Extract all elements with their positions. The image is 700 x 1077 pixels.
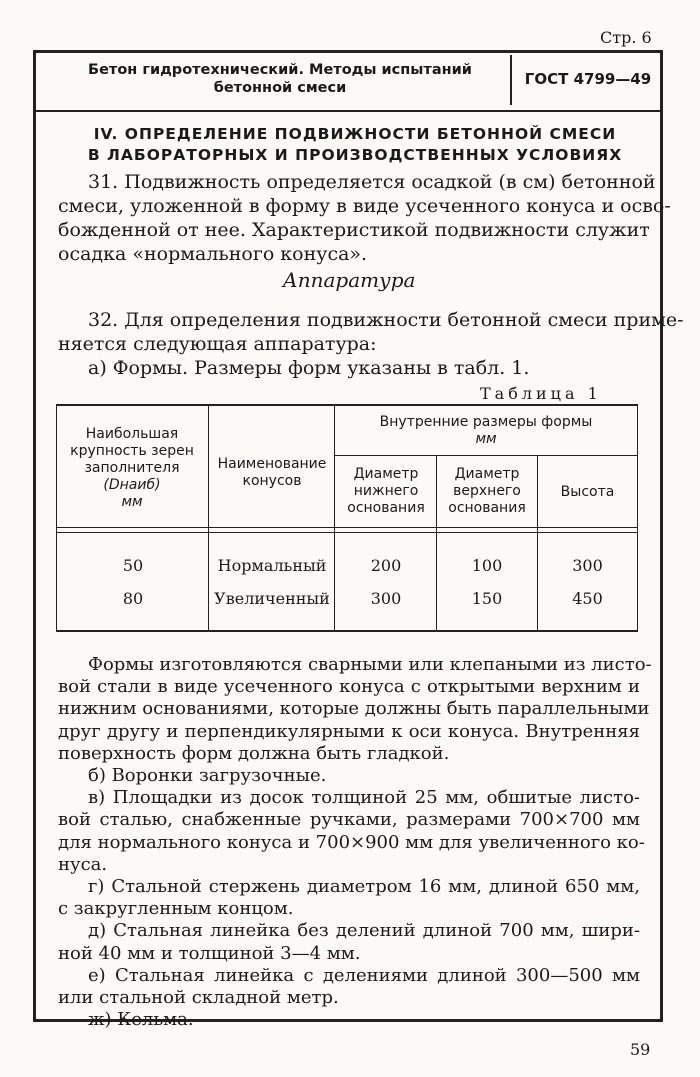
subheader-line: Диаметр [353, 466, 419, 482]
body-line: ной 40 мм и толщиной 3—4 мм. [58, 942, 361, 964]
cell-grain-size: 80 [122, 589, 144, 608]
subheader-lower-diameter [336, 466, 436, 517]
para32-line: няется следующая аппаратура: [58, 333, 377, 355]
para31-line: 31. Подвижность определяется осадкой (в см) бетонной [88, 171, 656, 193]
table-vline [56, 404, 57, 632]
section-title-line2: В ЛАБОРАТОРНЫХ И ПРОИЗВОДСТВЕННЫХ УСЛОВИЯХ [87, 146, 623, 164]
col1-header-line: Наибольшая [85, 426, 179, 442]
cell-upper-diameter: 150 [471, 589, 503, 608]
col1-header-line: мм [121, 494, 143, 510]
table-header-rule [56, 532, 638, 533]
body-line: ж) Кельма. [88, 1009, 194, 1031]
body-line: Формы изготовляются сварными или клепаными из листо- [88, 654, 652, 675]
table-group-rule [334, 455, 638, 456]
cell-height: 450 [572, 589, 603, 608]
cell-cone-name: Нормальный [217, 556, 327, 575]
table-caption: Таблица 1 [480, 384, 602, 403]
body-line: нижним основаниями, которые должны быть параллельными [58, 698, 650, 720]
page-label: Стр. 6 [600, 28, 652, 47]
subheader-line: Высота [560, 484, 615, 500]
subheader-line: верхнего [453, 483, 521, 499]
cell-upper-diameter: 100 [471, 556, 503, 575]
table-vline [208, 404, 209, 632]
group-header-line: мм [475, 431, 497, 447]
body-line: с закругленным концом. [58, 898, 294, 920]
body-line: нуса. [58, 853, 108, 875]
section-title-line1: IV. ОПРЕДЕЛЕНИЕ ПОДВИЖНОСТИ БЕТОННОЙ СМЕСИ [93, 125, 617, 143]
body-line: для нормального конуса и 700×900 мм для увеличенного ко- [58, 831, 645, 853]
table-header-rule [56, 527, 638, 528]
cell-lower-diameter: 300 [370, 589, 402, 608]
body-line: или стальной складной метр. [58, 987, 339, 1008]
table-vline [334, 404, 335, 632]
body-line: е) Стальная линейка с делениями длиной 300—500 мм [88, 964, 640, 986]
footer-page-number: 59 [630, 1040, 651, 1059]
col1-header [58, 426, 206, 511]
col2-header-line: Наименование [217, 456, 327, 472]
body-line: поверхность форм должна быть гладкой. [58, 742, 450, 764]
body-line: б) Воронки загрузочные. [88, 765, 327, 786]
header-rule [35, 110, 661, 112]
table-top-rule [56, 404, 638, 406]
col1-header-line: (Dнаиб) [103, 477, 161, 493]
apparatus-heading: Аппаратура [282, 268, 416, 292]
body-line: в) Площадки из досок толщиной 25 мм, обшитые листо- [88, 787, 640, 809]
header-title [60, 61, 500, 97]
col2-header-line: конусов [242, 473, 302, 489]
para31-line: божденной от нее. Характеристикой подвижности служит [58, 219, 650, 241]
body-line: вой стали в виде усеченного конуса с открытыми верхним и [58, 676, 640, 698]
subheader-line: основания [448, 500, 526, 516]
cell-grain-size: 50 [122, 556, 144, 575]
subheader-line: Диаметр [454, 466, 520, 482]
header-title-line1: Бетон гидротехнический. Методы испытаний [88, 62, 472, 78]
subheader-height [538, 484, 637, 501]
table-vline [637, 404, 638, 632]
subheader-line: основания [347, 500, 425, 516]
col1-header-line: заполнителя [84, 460, 180, 476]
para31-line: осадка «нормального конуса». [58, 243, 368, 265]
col1-header-line: крупность зерен [70, 443, 194, 459]
header-divider [510, 55, 512, 105]
cell-height: 300 [572, 556, 603, 575]
body-line: г) Стальной стержень диаметром 16 мм, длиной 650 мм, [88, 876, 640, 897]
header-title-line2: бетонной смеси [213, 80, 347, 96]
cell-lower-diameter: 200 [370, 556, 402, 575]
para32-line: а) Формы. Размеры форм указаны в табл. 1. [88, 357, 530, 379]
subheader-upper-diameter [437, 466, 537, 517]
cell-cone-name: Увеличенный [214, 589, 330, 608]
gost-number: ГОСТ 4799—49 [524, 70, 652, 88]
table-bottom-rule [56, 630, 638, 632]
col2-header [210, 456, 334, 490]
body-line: вой сталью, снабженные ручками, размерами 700×700 мм [58, 809, 640, 831]
group-header-line: Внутренние размеры формы [379, 414, 593, 430]
para32-line: 32. Для определения подвижности бетонной смеси приме- [88, 309, 684, 331]
body-line: друг другу и перпендикулярными к оси конуса. Внутренняя [58, 720, 640, 742]
body-line: д) Стальная линейка без делений длиной 700 мм, шири- [88, 920, 640, 942]
subheader-line: нижнего [353, 483, 419, 499]
group-header [336, 414, 636, 448]
para31-line: смеси, уложенной в форму в виде усеченного конуса и осво- [58, 195, 671, 217]
